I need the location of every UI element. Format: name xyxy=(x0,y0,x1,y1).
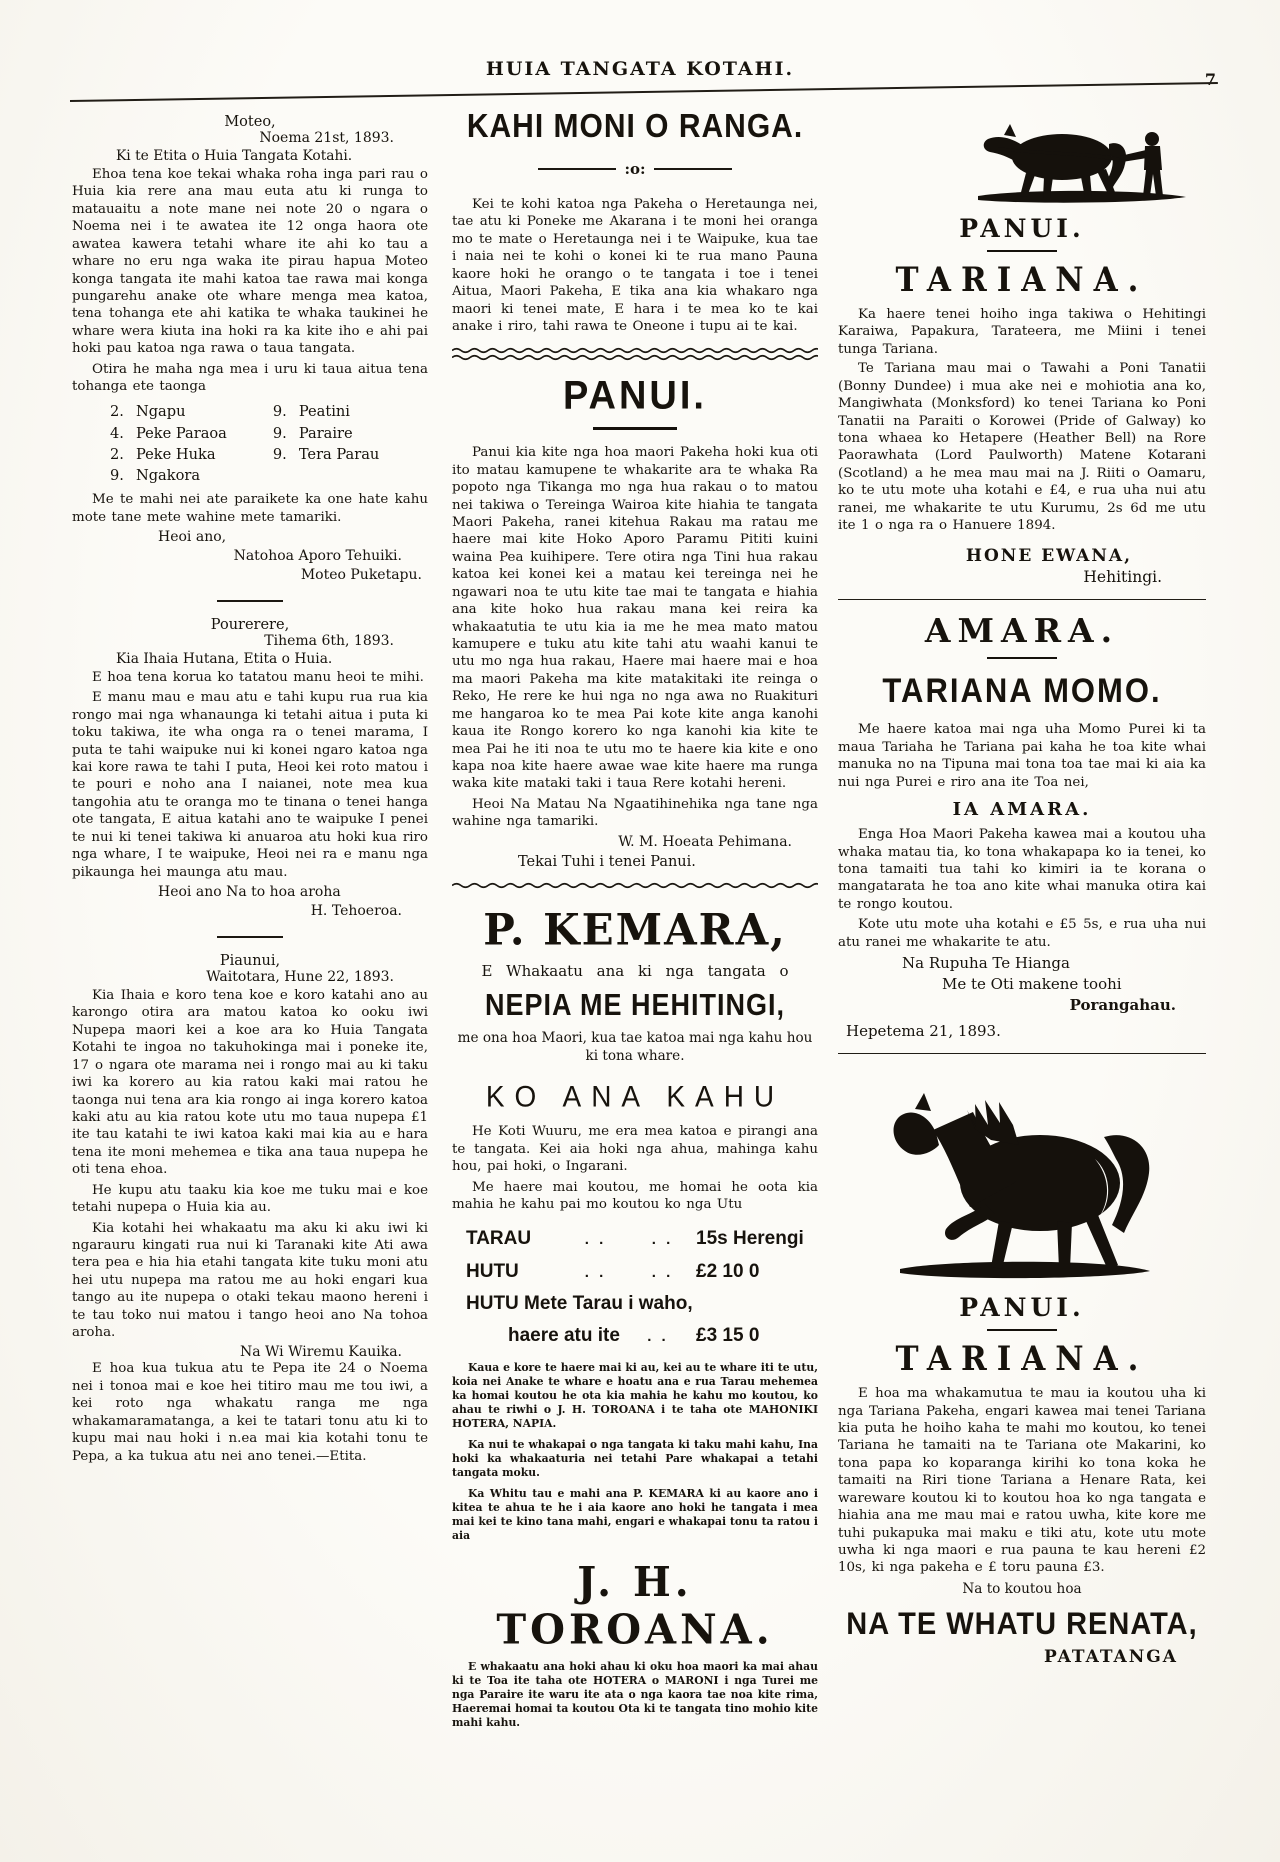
price-row: TARAU . . . . 15s Herengi xyxy=(466,1228,804,1250)
colon-o-ornament: :o: xyxy=(624,160,646,178)
list-item: 4. Peke Paraoa xyxy=(110,424,227,442)
supply-list-col2 xyxy=(273,401,379,486)
kemara-heading: P. KEMARA, xyxy=(483,904,787,955)
amara-place: Porangahau. xyxy=(1069,996,1176,1015)
letter2-signature: H. Tehoeroa. xyxy=(310,903,402,920)
price-row: HUTU Mete Tarau i waho, xyxy=(466,1293,693,1315)
kemara-paragraph: He Koti Wuuru, me era mea katoa e pirangi ana te tangata. Kei aia hoki nga ahua, mahinga kahu hou, pai hoki, o Ingarani. xyxy=(452,1124,818,1175)
kemara-paragraph: Me haere mai koutou, me homai he oota kia mahia he kahu pai mo koutou ko nga Utu xyxy=(452,1179,818,1213)
letter2-salutation: Kia Ihaia Hutana, Etita o Huia. xyxy=(116,650,333,667)
wavy-rule xyxy=(452,347,818,361)
panui-note: Tekai Tuhi i tenei Panui. xyxy=(518,853,696,870)
letter3-paragraph: Kia Ihaia e koro tena koe e koro katahi ano au karongo otira ara matou katoa ko ooku iwi Nupepa maori kei a koe ara ko Huia Tangata Kotahi te ingoa no takuhokinga mai i poneke ite, 17 o ngara ote marama nei i rongo mai au ki taku iwi ka korero au kia ratou kaki mai ratou he taonga nui tena ara kia rongo ai inga korero katoa kaki atu au kia ratou kote utu mo taua nupepa £1 ite tau katahi te iwi katoa kaki mai kia au e hara tena ite moni mehemea e tika ana taua nupepa he oti tena ehoa. xyxy=(72,988,428,1178)
kemara-fine-print: Ka nui te whakapai o nga tangata ki taku mahi kahu, Ina hoki ka whakaaturia nei tetahi Pare whakapai a tetahi tangata moku. xyxy=(452,1437,818,1479)
letter2-date: Tihema 6th, 1893. xyxy=(264,632,394,649)
price-table xyxy=(466,1223,818,1352)
amara-heading: AMARA. xyxy=(924,611,1120,651)
letter3-paragraph: He kupu atu taaku kia koe me tuku mai e koe tetahi nupepa o Huia kia au. xyxy=(72,1182,428,1216)
letter1-closing: Heoi ano, xyxy=(158,528,227,545)
dash-rule xyxy=(538,168,616,170)
heading-rule xyxy=(593,427,677,430)
letter2-paragraph: E hoa tena korua ko tatatou manu heoi te mihi. xyxy=(92,669,424,685)
list-item: 9. Tera Parau xyxy=(272,445,380,463)
ornament-divider xyxy=(452,160,818,178)
letter1-paragraph: Ehoa tena koe tekai whaka roha inga pari rau o Huia kia rere ana mau euta atu ki runga to matauaitu a note mane nei note 20 o ngara o Noema nei i te awatea ite 12 onga haora ote awatea kawera tetahi whare ite ahi ko tau a whare no eru nga waka ite pirau hapua Moteo konga tangata ite mahi katoa tae rawa mai konga pungarehu anake ote whare menga mea katoa, tena tohanga ete ahi katika te whaka taukinei he whare wera kiuta ina hoki ra ka kite iho e ahi pai hoki pau katoa nga rawa o taua tangata. xyxy=(72,167,428,357)
wavy-rule xyxy=(452,882,818,889)
tariana-paragraph: Ka haere tenei hoiho inga takiwa o Hehitingi Karaiwa, Papakura, Tarateera, me Miini i tenei tunga Tariana. xyxy=(838,307,1206,357)
panui-right-heading: PANUI. xyxy=(959,214,1085,243)
panui-right-heading: PANUI. xyxy=(959,1293,1085,1323)
letter1-place: Moteo, xyxy=(224,114,276,130)
tariana-heading: TARIANA. xyxy=(895,260,1149,300)
kemara-note: me ona hoa Maori, kua tae katoa mai nga kahu hou ki tona whare. xyxy=(457,1029,813,1064)
panui-signature: W. M. Hoeata Pehimana. xyxy=(618,833,792,850)
panui-closing: Heoi Na Matau Na Ngaatihinehika nga tane nga wahine nga tamariki. xyxy=(452,796,818,830)
letter1-signature2: Moteo Puketapu. xyxy=(300,566,422,583)
editor-reply-paragraph: E hoa kua tukua atu te Pepa ite 24 o Noema nei i tonoa mai e koe hei titiro mau me tou iwi, a kei roto nga whakatu ranga me nga whakamaramatanga, a kei te tatari tonu atu ki to kupu mai nau hoki i n.ea mai kia kotahi tonu te Pepa, a ka tukua atu nei ano tenei.—Etita. xyxy=(72,1361,428,1464)
list-item: 2. Ngapu xyxy=(110,403,186,421)
na-te-whatu-renata-signature: NA TE WHATU RENATA, xyxy=(846,1606,1198,1642)
horse-handler-illustration xyxy=(838,112,1198,208)
panui-paragraph: Panui kia kite nga hoa maori Pakeha hoki kua oti ito matau kamupene te whakarite ara te whaka Ra popoto nga Tikanga mo nga hua rakau o to matou nei takiwa o Tereinga Wairoa kite hiahia te tangata Maori Pakeha, ranei kitehua Rakau ma ratau me haere mai kite Hoko Aporo Paramu Pititi kuini waina Pea kuihipere. Tere otira nga Tini hua rakau katoa kei konei kei a matau kei tereinga nei he ngawari noa te utu kite tae mai te tangata e hiahia ana kite hoko hua rakau mana kei reira ka whakaatutia te utu kia ia me he mea mato matou kamupere e tuku atu kite tahi atu waahi kanui te utu mo nga hua rakau, Haere mai haere mai e hoa ma maori Pakeha ma kite matakitaki ite reinga o Reko, He rere ke hui nga no nga awa no Ruakituri me hangaroa ko te mea Pai kote kite anga kanohi kaua ite Rongo korero ko nga kanohi kia kite te mea Pai he iti noa te utu mo te haere kia kite e ono kapa noa kite haere awae wae kite haere ma runga waka kite mataki taki i taua Rere kotahi hereni. xyxy=(452,445,818,792)
letter3-place: Piaunui, xyxy=(219,953,281,970)
panui-heading: PANUI. xyxy=(563,374,707,419)
column-right xyxy=(838,112,1206,1667)
kemara-fine-print: Ka Whitu tau e mahi ana P. KEMARA ki au kaore ano i kitea te ahua te he i aia kaore ano hoki he tangata i mea mai kei te kino tana mahi, engari e whakapai tonu ta ratou i aia xyxy=(452,1486,818,1542)
ia-amara-subheading: IA AMARA. xyxy=(952,799,1092,821)
letter2-closing: Heoi ano Na to hoa aroha xyxy=(158,884,341,901)
kemara-subline: E Whakaatu ana ki nga tangata o xyxy=(481,961,789,980)
heading-rule xyxy=(987,1329,1057,1331)
supply-list-col1 xyxy=(110,401,227,486)
letter3-signature: Na Wi Wiremu Kauika. xyxy=(239,1344,402,1361)
masthead-title: HUIA TANGATA KOTAHI. xyxy=(485,58,795,80)
letter1-salutation: Ki te Etita o Huia Tangata Kotahi. xyxy=(116,148,353,164)
tariana-paragraph: Te Tariana mau mai o Tawahi a Poni Tanatii (Bonny Dundee) i mua ake nei e mohiotia ana ko, Mangiwhata (Monksford) ko tenei Tariana ko Poni Tanatii na Paraiti o Korowei (Pride of Galway) ko tona whaea ko Hetapere (Heather Bell) na Rore Paorawhata (Lord Paulworth) Matene Kotarani (Scotland) a he mea mau mai na J. Riiti o Oamaru, ko te utu mote uha kotahi e £4, e rua uha nui atu ranei, me whakarite te utu Kurumu, 2s 6d me utu ite 1 o nga ra o Hanuere 1894. xyxy=(838,361,1206,534)
letter3-paragraph: Kia kotahi hei whakaatu ma aku ki aku iwi ki ngarauru kingati rua nui ki Taranaki kite Ati awa tera pea e hia hia etahi tangata kite tuku moni atu hei utu nupepa ma ratou me au hoki engari kua tango au ite nupepa o otaki tekau maono hereni i te tau toko nui matou i tango heoi ano Na tohoa aroha. xyxy=(72,1220,428,1341)
tariana2-closing: Na to koutou hoa xyxy=(962,1580,1082,1597)
hehitingi-signature: Hehitingi. xyxy=(1083,568,1162,587)
dash-rule xyxy=(654,168,732,170)
section-divider xyxy=(217,936,283,938)
ko-ana-kahu-heading: KO ANA KAHU xyxy=(485,1080,785,1114)
amara-paragraph: Enga Hoa Maori Pakeha kawea mai a koutou uha whaka matau tia, ko tona whakapapa ko ia tenei, ko tona tamaiti tua tahi ko kimiri ia te korana o mangatarata he toa ano kite whai manuka otira kai te rongo koutou. xyxy=(838,827,1206,912)
list-item: 9. Paraire xyxy=(272,424,353,442)
list-item: 9. Ngakora xyxy=(110,466,201,484)
letter2-place: Pourerere, xyxy=(210,616,290,633)
price-row: haere atu ite . . £3 15 0 xyxy=(508,1325,760,1347)
stallion-illustration xyxy=(838,1065,1206,1287)
amara-signature: Me te Oti makene toohi xyxy=(942,975,1122,994)
amara-signature: Na Rupuha Te Hianga xyxy=(902,954,1070,973)
kahi-moni-heading: KAHI MONI O RANGA. xyxy=(466,107,804,145)
kemara-fine-print: Kaua e kore te haere mai ki au, kei au te whare iti te utu, koia nei Anake te whare e hoatu ana e rua Tarau mehemea ka homai koutou he ota kia mahia he kahu mo koutou, ko ahau te riwhi o J. H. TOROANA i te taha ote MAHONIKI HOTERA, NAPIA. xyxy=(452,1360,818,1430)
section-rule xyxy=(838,599,1206,600)
toroana-heading: J. H. TOROANA. xyxy=(496,1558,774,1654)
letter1-signature: Natohoa Aporo Tehuiki. xyxy=(233,547,402,564)
tariana-heading: TARIANA. xyxy=(895,1339,1149,1379)
heading-rule xyxy=(987,250,1057,252)
toroana-fine-print: E whakaatu ana hoki ahau ki oku hoa maori ka mai ahau ki te Toa ite taha ote HOTERA o MARONI i nga Turei me nga Paraire ite waru ite ata o nga kaora tae noa kite rima, Haeremai homai ta koutou Ota ki te tangata tino mohio kite mahi kahu. xyxy=(452,1660,818,1730)
list-item: 2. Peke Huka xyxy=(110,445,216,463)
section-divider xyxy=(217,600,283,602)
amara-paragraph: Kote utu mote uha kotahi e £5 5s, e rua uha nui atu ranei me whakarite te atu. xyxy=(838,917,1206,950)
letter1-paragraph: Me te mahi nei ate paraikete ka one hate kahu mote tane mete wahine mete tamariki. xyxy=(72,492,428,525)
tariana2-paragraph: E hoa ma whakamutua te mau ia koutou uha ki nga Tariana Pakeha, engari kawea mai tenei Tariana kia puta he hoiho kaha te mahi mo koutou, ko tenei Tariana he tamaiti na te Tariana ote Makarini, ko tona papa ko koparanga kirihi ko tona koka he tamaiti na Riri tione Tariana a Henare Rata, kei wareware koutou ki to koutou hoa ko nga tangata e hiahia ana me mau mai e ratou uwha, kite kore me tuhi pukapuka mai maku e tiki atu, kote utu mote uwha ki nga maori e rua pauna te kau hereni £2 10s, ki nga pakeha e £ toru pauna £3. xyxy=(838,1386,1206,1576)
page-number: 7 xyxy=(1204,70,1216,89)
amara-date: Hepetema 21, 1893. xyxy=(846,1022,1001,1041)
nepia-heading: NEPIA ME HEHITINGI, xyxy=(484,987,786,1022)
supply-list xyxy=(110,401,428,486)
letter2-paragraph: E manu mau e mau atu e tahi kupu rua rua kia rongo mai nga whanaunga ki tetahi aitua i puta ki toku takiwa, ite wha onga ra o tenei marama, I puta te tahi waipuke nui ki konei ngaro katoa nga kai kore rawa te tahi I puta, Heoi kei roto matou i te pouri e noho ana I naianei, note mea kua tangohia atu te oranga mo te tinana o tenei hanga ote tangata, E aitua katahi ano te waipuke I penei te nui ki tenei takiwa ki anuaroa atu hoki kua riro nga whare, I te waipuke, Heoi nei ra e manu nga pikaunga hei maunga atu mau. xyxy=(72,690,428,880)
letter3-date: Waitotara, Hune 22, 1893. xyxy=(206,969,394,986)
column-middle xyxy=(452,104,818,1730)
amara-paragraph: Me haere katoa mai nga uha Momo Purei ki ta maua Tariaha he Tariana pai kaha he toa kite whai manuka no na Tipuna mai tona toa tae mai ki aia ka nui nga Purei e riro ana ite Toa nei, xyxy=(838,722,1206,790)
price-row: HUTU . . . . £2 10 0 xyxy=(466,1260,760,1282)
kahi-moni-paragraph: Kei te kohi katoa nga Pakeha o Heretaunga nei, tae atu ki Poneke me Akarana i te moni hei oranga mo te mate o Heretaunga nei i te Waipuke, kua tae i naia nei te kohi o konei ki te rua mano Pauna kaore hoki he orango o te tangata i toe i tenei Aitua, Maori Pakeha, E tika ana kia whakaro nga maori ki tenei mate, E hara i te mea ko te kai anake i riro, tahi rawa te Oneone i tupu ai te kai. xyxy=(452,197,818,334)
column-left xyxy=(72,112,428,1468)
heading-rule xyxy=(987,657,1057,659)
letter1-date: Noema 21st, 1893. xyxy=(259,130,394,146)
header-rule xyxy=(70,82,1218,102)
tariana-momo-heading: TARIANA MOMO. xyxy=(882,671,1162,711)
hone-ewana-signature: HONE EWANA, xyxy=(965,546,1132,567)
section-rule xyxy=(838,1053,1206,1054)
patatanga-place: PATATANGA xyxy=(1044,1647,1178,1668)
letter1-paragraph: Otira he maha nga mea i uru ki taua aitua tena tohanga ete taonga xyxy=(72,361,428,395)
list-item: 9. Peatini xyxy=(272,403,350,421)
